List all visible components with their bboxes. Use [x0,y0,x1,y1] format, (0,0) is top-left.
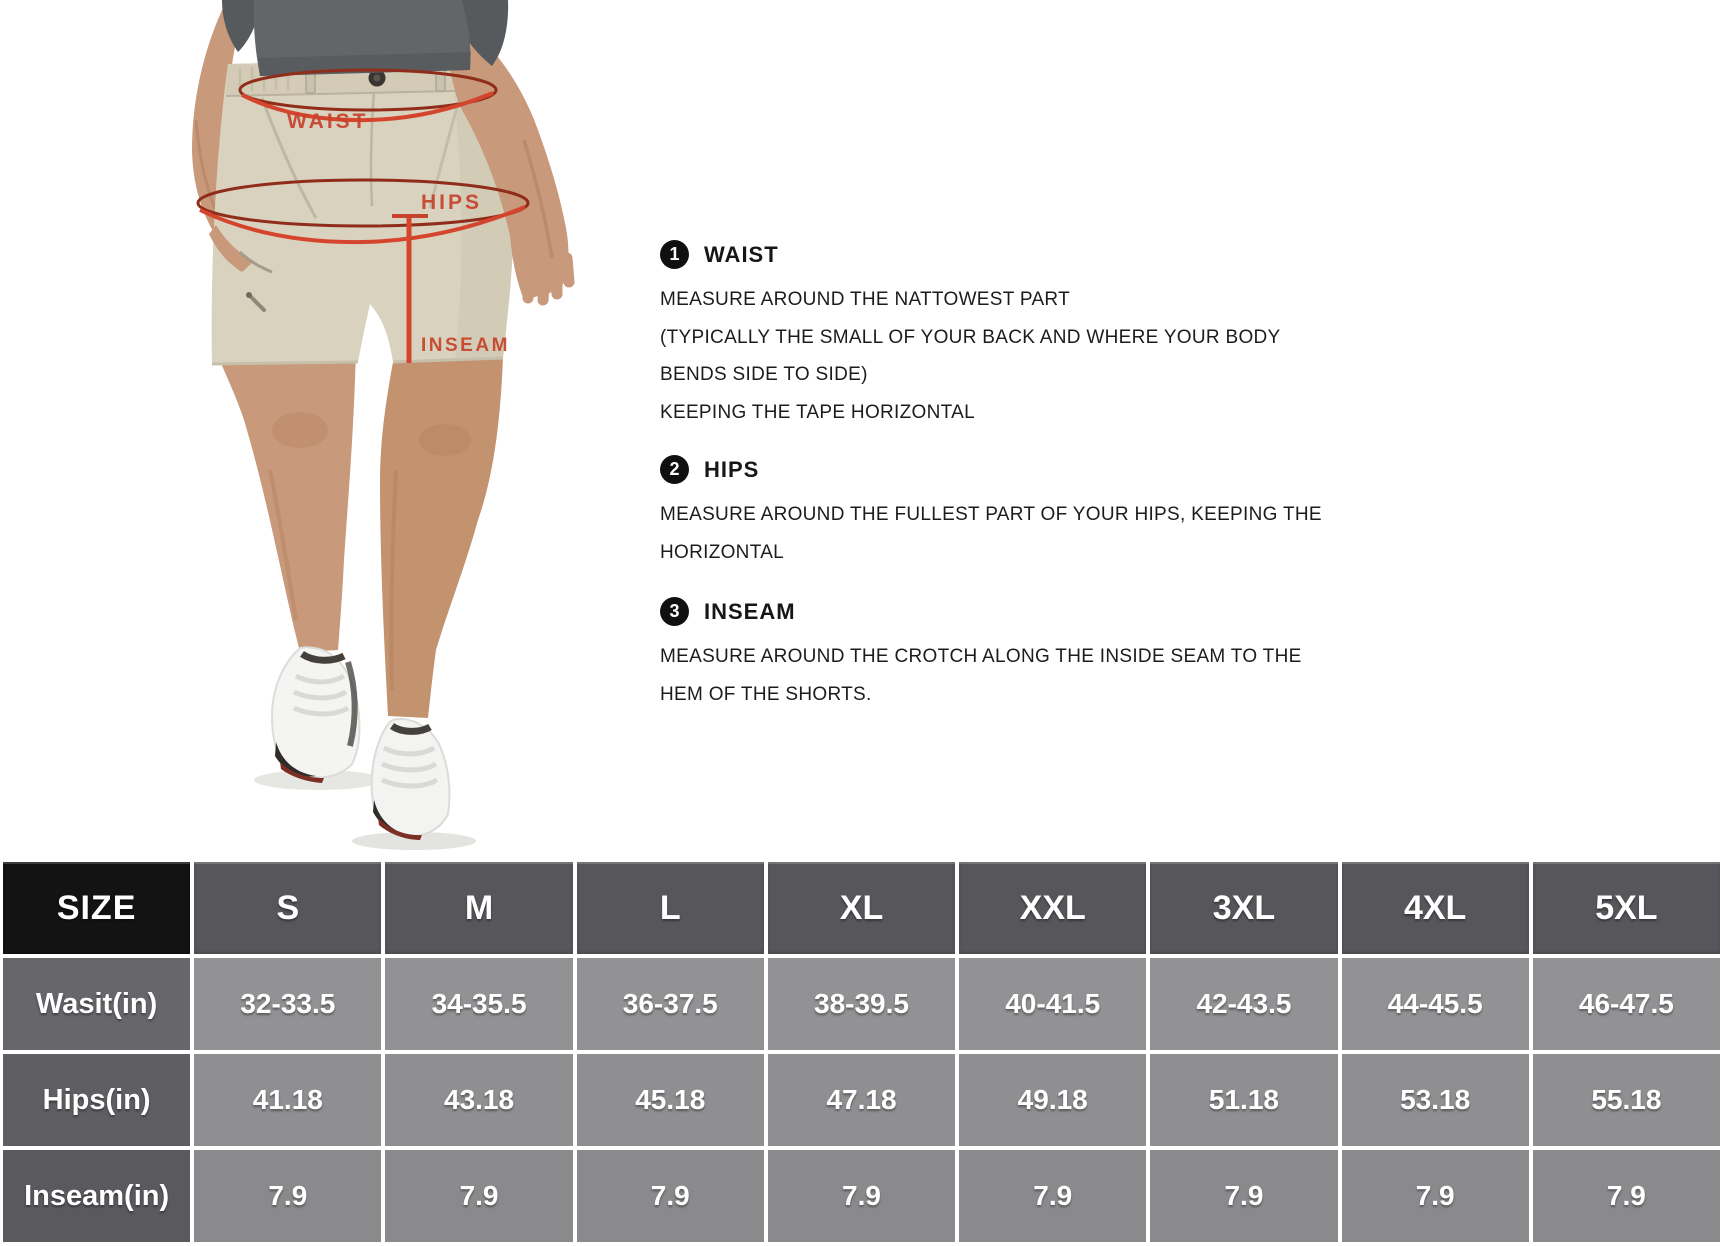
table-cell: 7.9 [959,1150,1146,1242]
table-header-xxl: XXL [959,862,1146,954]
step-3-badge: 3 [660,597,689,626]
instruction-title-hips: HIPS [704,456,760,482]
table-cell: 7.9 [1533,1150,1720,1242]
row-label-hips: Hips(in) [3,1054,190,1146]
table-header-m: M [385,862,572,954]
table-cell: 55.18 [1533,1054,1720,1146]
table-header-4xl: 4XL [1342,862,1529,954]
inseam-annotation-label: INSEAM [421,335,510,356]
table-header-l: L [577,862,764,954]
table-header-xl: XL [768,862,955,954]
hips-annotation-label: HIPS [421,191,483,214]
instruction-line: MEASURE AROUND THE NATTOWEST PART [660,289,1071,310]
step-2-badge: 2 [660,455,689,484]
table-cell: 7.9 [194,1150,381,1242]
instruction-line: HEM OF THE SHORTS. [660,683,872,705]
instruction-heading [660,455,1322,484]
table-cell: 7.9 [385,1150,572,1242]
instruction-heading [660,240,1281,269]
instruction-title-waist: WAIST [704,241,779,267]
table-header-5xl: 5XL [1533,862,1720,954]
model-photo [0,0,640,858]
table-cell: 34-35.5 [385,958,572,1050]
table-header-3xl: 3XL [1150,862,1337,954]
instruction-section-waist [660,240,1281,431]
table-cell: 53.18 [1342,1054,1529,1146]
table-cell: 43.18 [385,1054,572,1146]
instruction-section-inseam [660,597,1302,713]
table-cell: 38-39.5 [768,958,955,1050]
table-cell: 51.18 [1150,1054,1337,1146]
table-cell: 47.18 [768,1054,955,1146]
table-header-size: SIZE [3,862,190,954]
table-cell: 41.18 [194,1054,381,1146]
instruction-line: MEASURE AROUND THE FULLEST PART OF YOUR HIPS, KEEPING THE [660,504,1322,525]
row-label-inseam: Inseam(in) [3,1150,190,1242]
table-cell: 7.9 [768,1150,955,1242]
waist-annotation-label: WAIST [287,110,369,133]
instruction-section-hips [660,455,1322,571]
size-chart-table [0,858,1723,1246]
instruction-line: BENDS SIDE TO SIDE) [660,364,868,385]
model-shirt [222,0,508,76]
table-cell: 49.18 [959,1054,1146,1146]
table-cell: 36-37.5 [577,958,764,1050]
model-legs [216,348,503,718]
table-cell: 45.18 [577,1054,764,1146]
table-cell: 7.9 [577,1150,764,1242]
table-header-s: S [194,862,381,954]
instruction-line: HORIZONTAL [660,541,785,563]
table-cell: 7.9 [1150,1150,1337,1242]
table-cell: 7.9 [1342,1150,1529,1242]
instruction-title-inseam: INSEAM [704,598,796,624]
table-cell: 42-43.5 [1150,958,1337,1050]
table-cell: 44-45.5 [1342,958,1529,1050]
step-1-badge: 1 [660,240,689,269]
instruction-line: KEEPING THE TAPE HORIZONTAL [660,401,975,423]
instruction-line: (TYPICALLY THE SMALL OF YOUR BACK AND WHERE YOUR BODY [660,326,1281,348]
table-cell: 32-33.5 [194,958,381,1050]
table-cell: 40-41.5 [959,958,1146,1050]
row-label-waist: Wasit(in) [3,958,190,1050]
instruction-line: MEASURE AROUND THE CROTCH ALONG THE INSIDE SEAM TO THE [660,646,1302,667]
table-cell: 46-47.5 [1533,958,1720,1050]
instruction-heading [660,597,1302,626]
